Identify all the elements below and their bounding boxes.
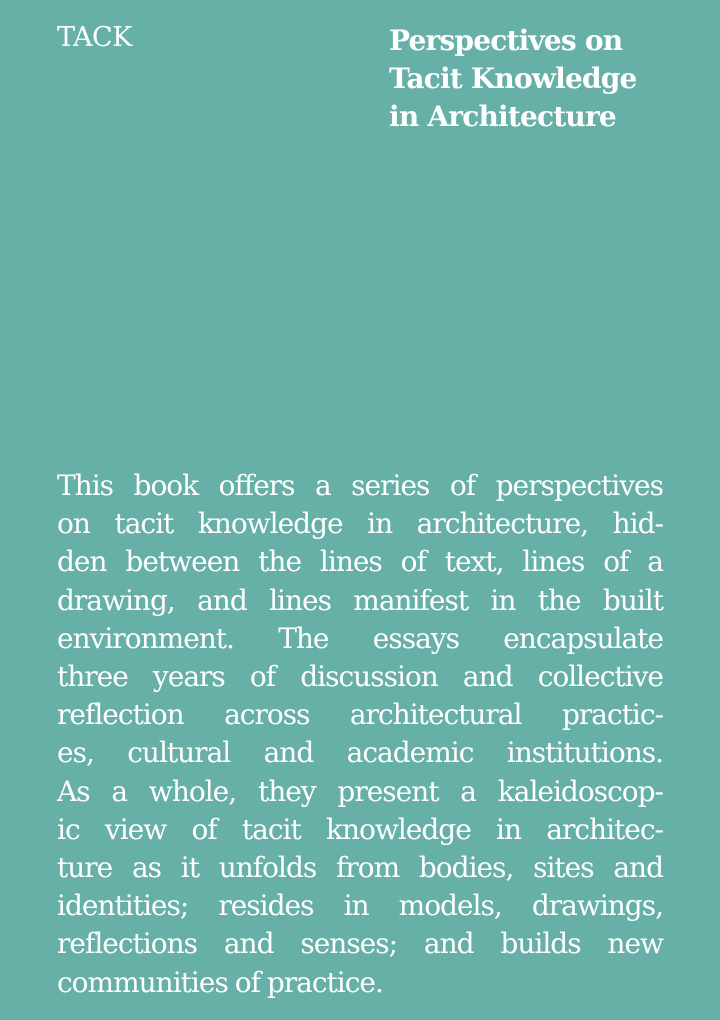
title-line: in Architecture [389, 100, 616, 133]
description-line: ture as it unfolds from bodies, sites and [57, 851, 663, 885]
description-line: communities of practice. [57, 965, 383, 999]
title-line: Tacit Knowledge [389, 62, 637, 95]
description-line: environment. The essays encapsulate [57, 621, 663, 655]
description-line: identities; resides in models, drawings, [57, 889, 663, 923]
description-line: drawing, and lines manifest in the built [57, 583, 663, 617]
description-line: ic view of tacit knowledge in architec- [57, 812, 663, 846]
description-line: reflection across architectural practic- [57, 698, 663, 732]
description-line: reflections and senses; and builds new [57, 927, 663, 961]
description-line: es, cultural and academic institutions. [57, 736, 663, 770]
imprint-label: TACK [57, 22, 132, 53]
title-line: Perspectives on [389, 24, 623, 57]
description-line: This book offers a series of perspectives [57, 469, 663, 502]
description-line: den between the lines of text, lines of a [57, 545, 663, 579]
description-line: three years of discussion and collective [57, 660, 663, 694]
book-description [57, 467, 663, 1002]
book-title [389, 22, 709, 136]
description-line: As a whole, they present a kaleidoscop- [57, 774, 663, 808]
description-line: on tacit knowledge in architecture, hid- [57, 507, 663, 541]
